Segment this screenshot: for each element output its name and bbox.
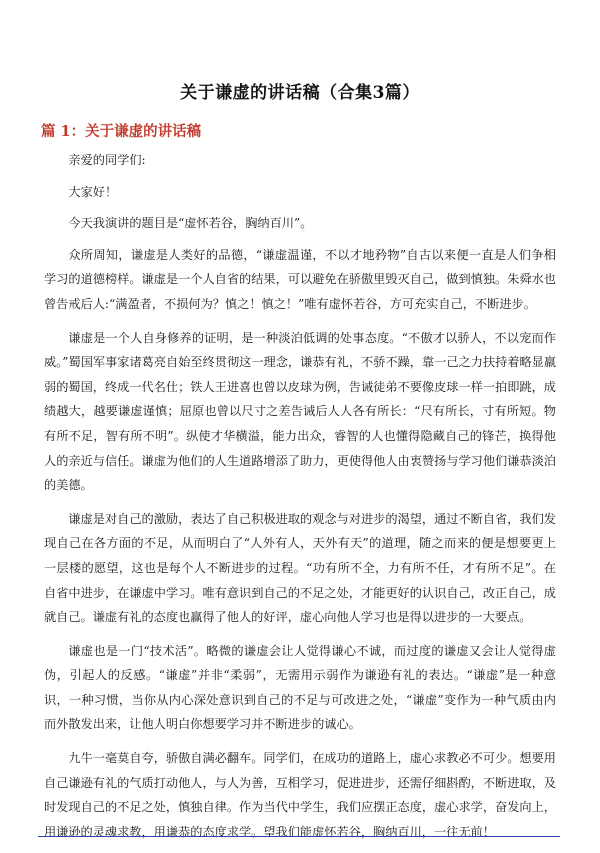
paragraph-virtue: 众所周知，谦虚是人类好的品德，“谦虚温谨，不以才地矜物”自古以来便一直是人们争相学习的道德榜样。谦虚是一个人自省的结果，可以避免在骄傲里毁灭自己，做到慎独。朱舜水也曾告戒后人:“满盈者，不损何为？慎之！慎之！”唯有虚怀若谷，方可充实自己，不断进步。 <box>44 247 556 311</box>
paragraph-conclusion: 九牛一毫莫自夸，骄傲自满必翻车。同学们，在成功的道路上，虚心求教必不可少。想要用自己谦逊有礼的气质打动他人，与人为善，互相学习，促进进步，还需仔细斟酌，不断进取，及时发现自己的不足之处，慎独自律。作为当代中学生，我们应摆正态度，虚心求学，奋发向上，用谦逊的灵魂求教，用谦恭的态度求学。望我们能虚怀若谷，胸纳百川，一往无前！ <box>44 751 556 839</box>
document-title: 关于谦虚的讲话稿（合集3篇） <box>180 83 420 103</box>
paragraph-cultivation: 谦虚是一个人自身修养的证明，是一种淡泊低调的处事态度。“不傲才以骄人，不以宠而作威。”蜀国军事家诸葛亮自始至终贯彻这一理念，谦恭有礼，不骄不躁，靠一己之力扶持着略显羸弱的蜀国，终成一代名仕；铁人王进喜也曾以皮球为例，告诫徒弟不要像皮球一样一拍即跳，成绩越大，越要谦虚谨慎；屈原也曾以尺寸之差告诫后人人各有所长：“尺有所长，寸有所短。物有所不足，智有所不明”。纵使才华横溢，能力出众，睿智的人也懂得隐藏自己的锋芒，换得他人的亲近与信任。谦虚为他们的人生道路增添了助力，更使得他人由衷赞扬与学习他们谦恭淡泊的美德。 <box>44 330 557 493</box>
paragraph-skill: 谦虚也是一门“技术活”。略微的谦虚会让人觉得谦心不诚，而过度的谦虚又会让人觉得虚伪，引起人的反感。“谦虚”并非“柔弱”，无需用示弱作为谦逊有礼的表达。“谦虚”是一种意识，一种习惯，当你从内心深处意识到自己的不足与可改进之处，“谦虚”变作为一种气质由内而外散发出来，让他人明白你想要学习并不断进步的诚心。 <box>44 643 556 732</box>
paragraph-hello: 大家好！ <box>68 184 118 199</box>
footer-divider <box>38 836 560 837</box>
paragraph-topic: 今天我演讲的题目是“虚怀若谷，胸纳百川”。 <box>68 216 313 231</box>
section-heading: 篇 1：关于谦虚的讲话稿 <box>41 123 202 140</box>
paragraph-greeting: 亲爱的同学们: <box>68 153 146 167</box>
paragraph-motivation: 谦虚是对自己的激励，表达了自己积极进取的观念与对进步的渴望，通过不断自省，我们发现自己在各方面的不足，从而明白了“人外有人，天外有天”的道理，随之而来的便是想要更上一层楼的愿望，这也是每个人不断进步的过程。“功有所不全，力有所不任，才有所不足”。在自省中进步，在谦虚中学习。唯有意识到自己的不足之处，才能更好的认识自己，改正自己，成就自己。谦虚有礼的态度也赢得了他人的好评，虚心向他人学习也是得以进步的一大要点。 <box>44 511 556 625</box>
speech-body <box>44 148 556 853</box>
